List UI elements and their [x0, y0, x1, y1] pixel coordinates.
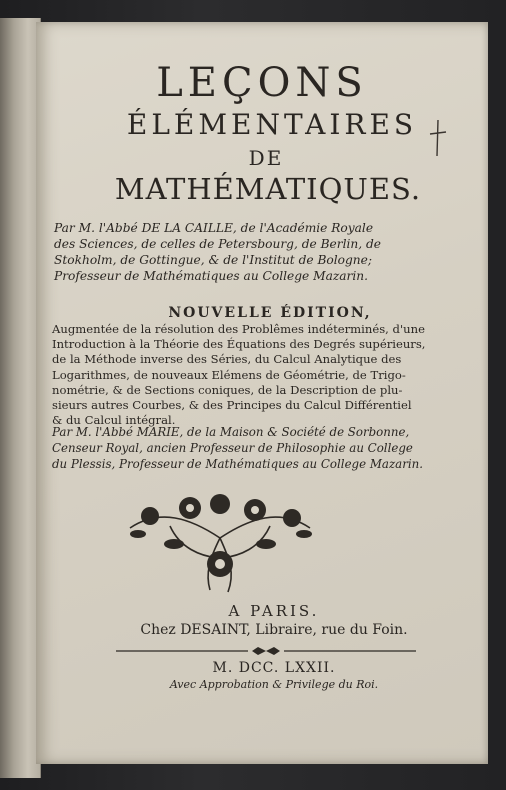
floral-vignette-icon: [110, 468, 330, 598]
title-line-3: DE: [248, 146, 284, 170]
author-line: Professeur de Mathématiques au College Mazarin.: [54, 269, 368, 283]
description-line: & du Calcul intégral.: [52, 413, 176, 428]
description-line: de la Méthode inverse des Séries, du Calcul Analytique des: [52, 352, 402, 367]
description-line: sieurs autres Courbes, & des Principes du Calcul Différentiel: [52, 398, 412, 413]
decorative-rule: [116, 646, 416, 656]
author-line: Stokholm, de Gottingue, & de l'Institut de Bologne;: [54, 253, 372, 267]
augmented-description: [52, 322, 482, 428]
imprint-publisher: Chez DESAINT, Libraire, rue du Foin.: [140, 622, 408, 638]
title-line-1: LEÇONS: [156, 60, 368, 106]
description-line: Logarithmes, de nouveaux Elémens de Géométrie, de Trigo-: [52, 367, 406, 382]
imprint-privilege: Avec Approbation & Privilege du Roi.: [169, 678, 379, 691]
edition-heading: NOUVELLE ÉDITION,: [168, 305, 372, 321]
imprint-place: A PARIS.: [228, 602, 320, 620]
description-line: nométrie, & de Sections coniques, de la Description de plu-: [52, 382, 403, 397]
description-line: Introduction à la Théorie des Équations des Degrés supérieurs,: [52, 337, 426, 352]
editor-line: du Plessis, Professeur de Mathématiques au College Mazarin.: [52, 457, 423, 471]
title-page: [36, 22, 488, 764]
editor-block: [52, 424, 482, 472]
title-line-4: MATHÉMATIQUES.: [114, 172, 422, 206]
author-block: [54, 220, 479, 284]
author-line: des Sciences, de celles de Petersbourg, de Berlin, de: [54, 237, 381, 251]
editor-line: Censeur Royal, ancien Professeur de Philosophie au College: [52, 441, 413, 455]
title-line-2: ÉLÉMENTAIRES: [126, 108, 418, 141]
editor-line: Par M. l'Abbé MARIE, de la Maison & Société de Sorbonne,: [52, 425, 410, 439]
imprint-date: M. DCC. LXXII.: [212, 660, 336, 676]
author-line: Par M. l'Abbé DE LA CAILLE, de l'Académie Royale: [54, 221, 374, 235]
description-line: Augmentée de la résolution des Problêmes indéterminés, d'une: [52, 322, 425, 336]
book-cover-edge: [0, 18, 41, 778]
